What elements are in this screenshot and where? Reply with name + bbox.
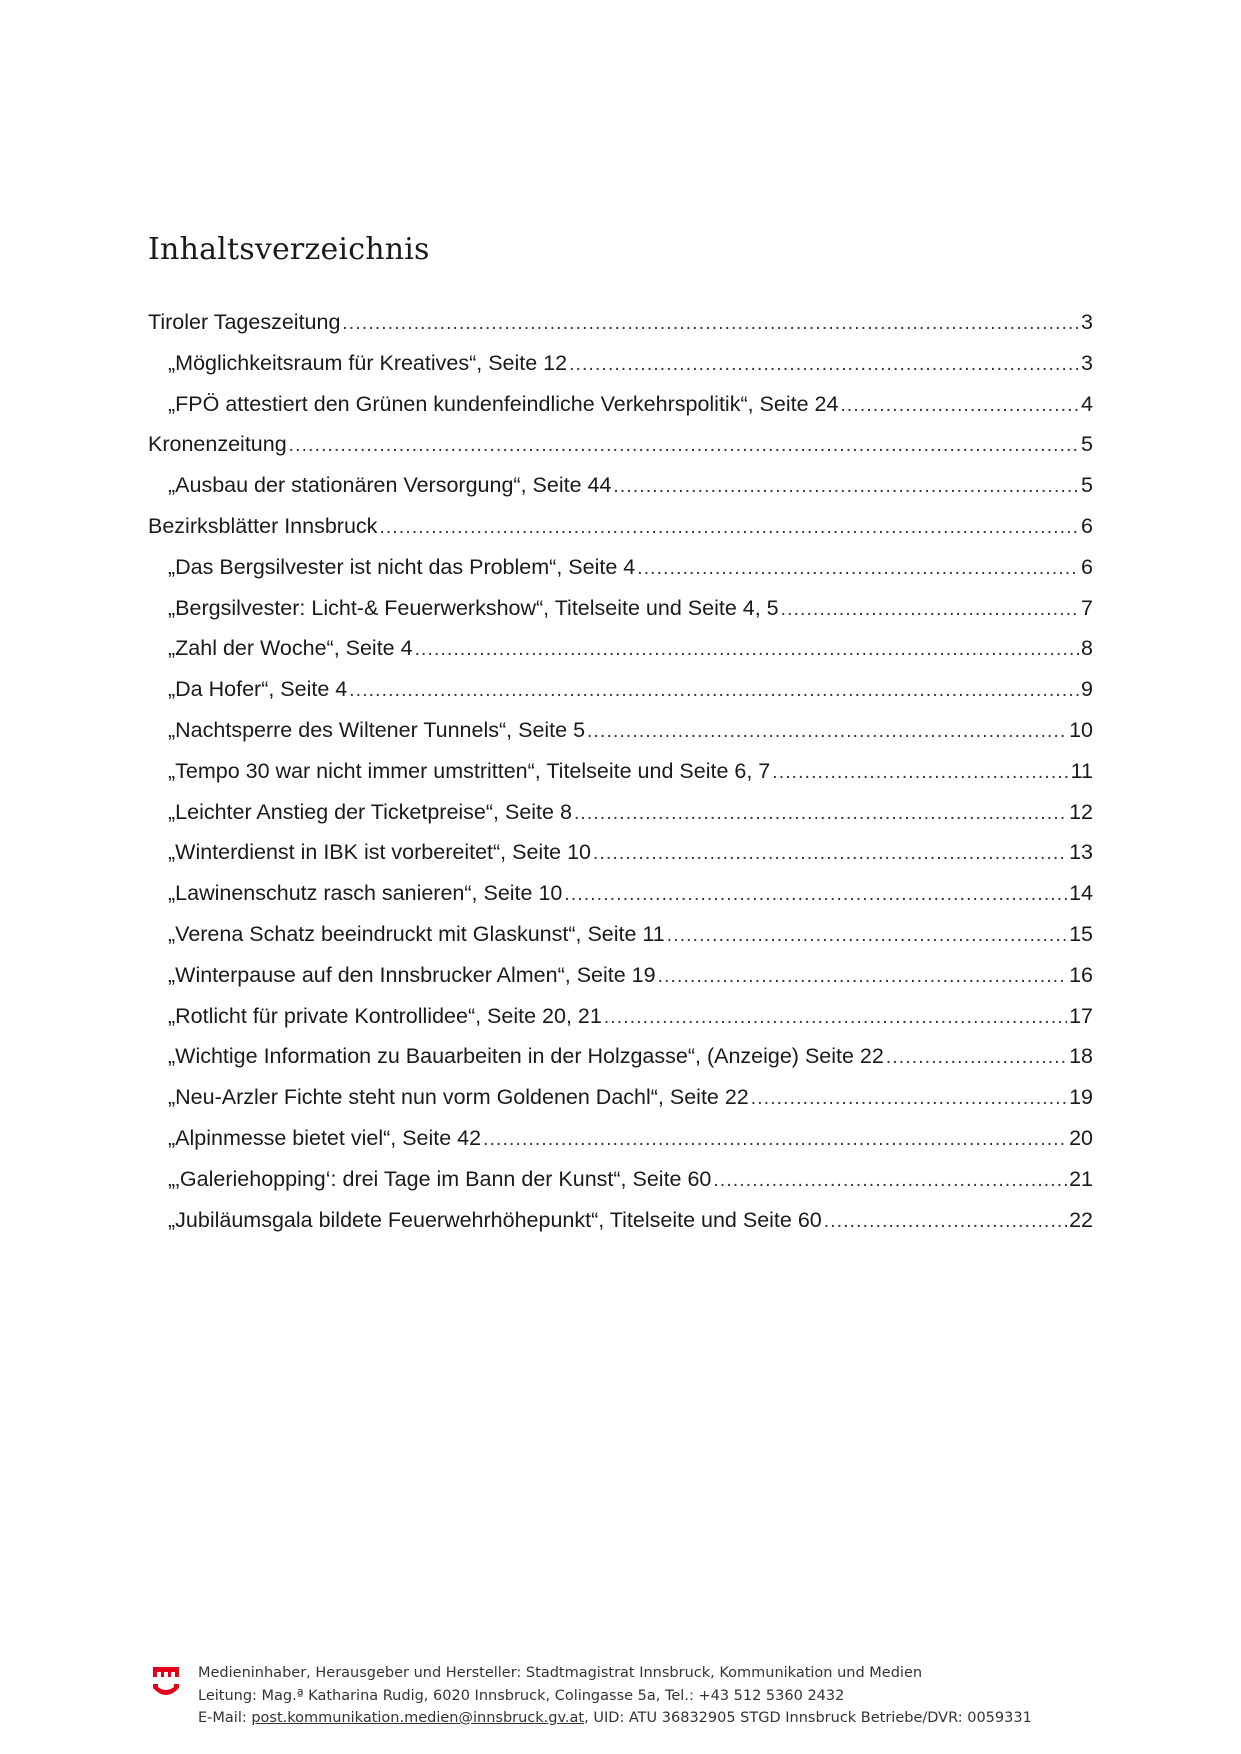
toc-entry-label: „Ausbau der stationären Versorgung“, Seite 44 [168, 473, 612, 498]
toc-entry-label: „Wichtige Information zu Bauarbeiten in der Holzgasse“, (Anzeige) Seite 22 [168, 1044, 884, 1069]
toc-section[interactable] [148, 506, 1093, 547]
toc-entry-label: „Leichter Anstieg der Ticketpreise“, Seite 8 [168, 799, 572, 824]
toc-dot-leader [667, 916, 1067, 957]
toc-entry-label: „Tempo 30 war nicht immer umstritten“, Titelseite und Seite 6, 7 [168, 758, 771, 783]
toc-page-number: 20 [1069, 1125, 1093, 1150]
toc-entry[interactable] [148, 1200, 1093, 1241]
toc-dot-leader [637, 549, 1079, 590]
toc-entry[interactable] [148, 669, 1093, 710]
toc-entry-label: „Zahl der Woche“, Seite 4 [168, 636, 413, 661]
toc-entry-label: Tiroler Tageszeitung [148, 310, 341, 334]
toc-dot-leader [349, 671, 1079, 712]
toc-entry-label: „FPÖ attestiert den Grünen kundenfeindliche Verkehrspolitik“, Seite 24 [168, 391, 839, 416]
toc-page-number: 19 [1069, 1085, 1093, 1110]
toc-page-number: 16 [1069, 962, 1093, 987]
toc-section[interactable] [148, 424, 1093, 465]
toc-dot-leader [379, 508, 1079, 549]
toc-entry[interactable] [148, 1036, 1093, 1077]
footer-contact [198, 1707, 1032, 1730]
toc-entry-label: „Nachtsperre des Wiltener Tunnels“, Seite 5 [168, 717, 586, 742]
toc-entry[interactable] [148, 1118, 1093, 1159]
toc-entry-label: „Neu-Arzler Fichte steht nun vorm Goldenen Dachl“, Seite 22 [168, 1085, 749, 1110]
toc-dot-leader [342, 304, 1079, 345]
toc-page-number: 10 [1069, 717, 1093, 742]
toc-page-number: 15 [1069, 921, 1093, 946]
toc-dot-leader [772, 753, 1068, 794]
innsbruck-city-logo-icon [150, 1664, 182, 1704]
toc-entry-label: „Alpinmesse bietet viel“, Seite 42 [168, 1125, 482, 1150]
toc-dot-leader [613, 467, 1079, 508]
toc-dot-leader [886, 1038, 1067, 1079]
table-of-contents [148, 302, 1093, 1240]
toc-dot-leader [483, 1120, 1067, 1161]
toc-page-number: 3 [1081, 350, 1093, 375]
toc-entry[interactable] [148, 1159, 1093, 1200]
toc-page-number: 11 [1070, 758, 1093, 783]
footer-registration: , UID: ATU 36832905 STGD Innsbruck Betriebe/DVR: 0059331 [584, 1710, 1032, 1726]
footer-email-label: E-Mail: [198, 1710, 252, 1726]
toc-dot-leader [658, 957, 1067, 998]
footer-management: Leitung: Mag.ª Katharina Rudig, 6020 Innsbruck, Colingasse 5a, Tel.: +43 512 5360 2432 [198, 1687, 845, 1704]
toc-entry[interactable] [148, 832, 1093, 873]
toc-entry[interactable] [148, 996, 1093, 1037]
toc-dot-leader [569, 345, 1079, 386]
toc-page-number: 17 [1069, 1003, 1093, 1028]
toc-page-number: 8 [1081, 636, 1093, 661]
toc-page-number: 13 [1069, 840, 1093, 865]
toc-entry-label: „‚Galeriehopping‘: drei Tage im Bann der Kunst“, Seite 60 [168, 1166, 712, 1191]
toc-page-number: 9 [1081, 677, 1093, 702]
footer-text [198, 1662, 1032, 1730]
toc-entry[interactable] [148, 384, 1093, 425]
toc-page-number: 7 [1081, 595, 1093, 620]
toc-entry[interactable] [148, 343, 1093, 384]
toc-page-number: 18 [1069, 1044, 1093, 1069]
toc-page-number: 6 [1081, 513, 1093, 538]
footer-publisher: Medieninhaber, Herausgeber und Hersteller: Stadtmagistrat Innsbruck, Kommunikation und Medien [198, 1665, 923, 1681]
toc-dot-leader [751, 1079, 1067, 1120]
toc-page-number: 5 [1081, 432, 1093, 457]
toc-dot-leader [713, 1161, 1067, 1202]
toc-entry-label: „Winterdienst in IBK ist vorbereitet“, Seite 10 [168, 840, 592, 865]
toc-page-number: 14 [1069, 881, 1093, 906]
toc-entry-label: „Lawinenschutz rasch sanieren“, Seite 10 [168, 881, 563, 906]
toc-entry[interactable] [148, 955, 1093, 996]
toc-entry-label: „Jubiläumsgala bildete Feuerwehrhöhepunkt“, Titelseite und Seite 60 [168, 1207, 822, 1232]
toc-page-number: 12 [1069, 799, 1093, 824]
toc-entry-label: „Das Bergsilvester ist nicht das Problem“, Seite 4 [168, 554, 636, 579]
toc-entry[interactable] [148, 873, 1093, 914]
toc-dot-leader [564, 875, 1067, 916]
toc-entry-label: „Bergsilvester: Licht-& Feuerwerkshow“, Titelseite und Seite 4, 5 [168, 595, 779, 620]
toc-entry-label: „Verena Schatz beeindruckt mit Glaskunst“, Seite 11 [168, 921, 665, 946]
toc-entry[interactable] [148, 588, 1093, 629]
toc-dot-leader [574, 794, 1067, 835]
toc-entry-label: „Rotlicht für private Kontrollidee“, Seite 20, 21 [168, 1003, 602, 1028]
toc-dot-leader [781, 590, 1079, 631]
toc-entry-label: „Da Hofer“, Seite 4 [168, 677, 348, 702]
footer-email-link[interactable]: post.kommunikation.medien@innsbruck.gv.at [251, 1710, 585, 1726]
toc-dot-leader [587, 712, 1067, 753]
toc-entry[interactable] [148, 628, 1093, 669]
toc-entry[interactable] [148, 751, 1093, 792]
toc-entry-label: Kronenzeitung [148, 432, 287, 457]
toc-page-number: 6 [1081, 554, 1093, 579]
toc-page-number: 22 [1069, 1207, 1093, 1232]
toc-page-number: 21 [1069, 1166, 1093, 1191]
toc-entry[interactable] [148, 792, 1093, 833]
toc-entry[interactable] [148, 465, 1093, 506]
toc-page-number: 5 [1081, 473, 1093, 498]
toc-page-number: 4 [1081, 391, 1093, 416]
toc-entry[interactable] [148, 1077, 1093, 1118]
page-title: Inhaltsverzeichnis [148, 232, 430, 267]
toc-dot-leader [593, 834, 1067, 875]
toc-dot-leader [824, 1202, 1067, 1243]
toc-section[interactable] [148, 302, 1093, 343]
toc-entry-label: „Winterpause auf den Innsbrucker Almen“, Seite 19 [168, 962, 656, 987]
toc-dot-leader [604, 998, 1067, 1039]
toc-entry[interactable] [148, 547, 1093, 588]
toc-entry-label: Bezirksblätter Innsbruck [148, 513, 378, 538]
toc-entry-label: „Möglichkeitsraum für Kreatives“, Seite 12 [168, 350, 568, 375]
toc-entry[interactable] [148, 914, 1093, 955]
toc-dot-leader [840, 386, 1079, 427]
toc-entry[interactable] [148, 710, 1093, 751]
toc-dot-leader [289, 426, 1079, 467]
toc-page-number: 3 [1081, 310, 1093, 334]
toc-dot-leader [415, 630, 1079, 671]
